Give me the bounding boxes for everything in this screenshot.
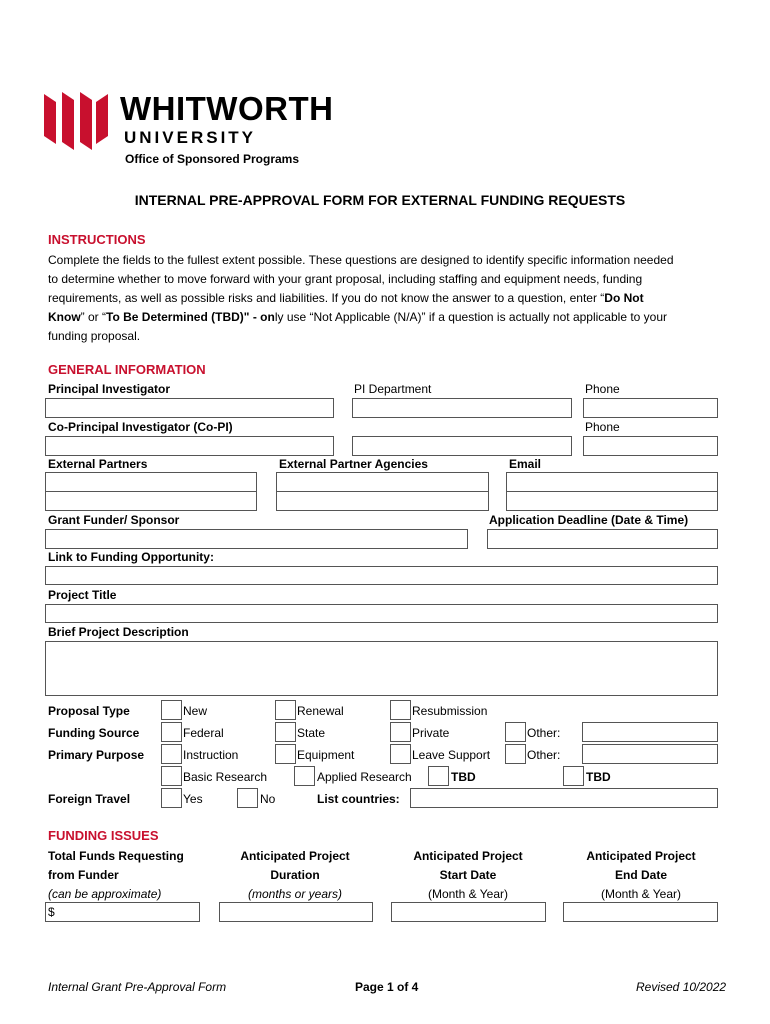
footer-form-name: Internal Grant Pre-Approval Form [48,980,227,994]
other-purpose-checkbox[interactable] [505,744,526,764]
ext-partner-field-1[interactable] [45,472,257,492]
private-label: Private [412,726,450,740]
copi-phone-label: Phone [585,420,620,434]
end-date-header [561,847,721,904]
other-source-checkbox[interactable] [505,722,526,742]
other-source-field[interactable] [582,722,718,742]
footer-page-number: Page 1 of 4 [355,980,419,994]
end-date-note: (Month & Year) [600,887,682,901]
end-date-line: Anticipated Project [586,849,696,863]
leave-support-label: Leave Support [412,748,491,762]
basic-research-checkbox[interactable] [161,766,182,786]
pi-phone-field[interactable] [583,398,718,418]
title-label: Project Title [48,588,117,602]
email-field-2[interactable] [506,491,718,511]
funder-field[interactable] [45,529,468,549]
ext-partner-field-2[interactable] [45,491,257,511]
brand-name: WHITWORTH [120,90,334,127]
foreign-travel-label: Foreign Travel [48,792,131,806]
duration-line: Duration [270,868,320,882]
ext-agencies-label: External Partner Agencies [279,457,428,471]
other-source-label: Other: [527,726,561,740]
federal-label: Federal [183,726,224,740]
description-label: Brief Project Description [48,625,189,639]
funder-label: Grant Funder/ Sponsor [48,513,180,527]
renewal-checkbox[interactable] [275,700,296,720]
whitworth-logo-mark-icon [44,92,110,152]
instruction-checkbox[interactable] [161,744,182,764]
equipment-label: Equipment [297,748,355,762]
instructions-text-part: requirements, as well as possible risks and liabilities. If you do not know the answer to a question, enter “ [48,291,605,305]
proposal-type-label: Proposal Type [48,704,130,718]
new-label: New [183,704,208,718]
instructions-text [48,251,738,346]
tbd-other-label: TBD [586,770,611,784]
start-date-line: Start Date [439,868,497,882]
state-label: State [297,726,326,740]
funding-source-label: Funding Source [48,726,140,740]
tbd-other-checkbox[interactable] [563,766,584,786]
private-checkbox[interactable] [390,722,411,742]
applied-research-checkbox[interactable] [294,766,315,786]
deadline-field[interactable] [487,529,718,549]
start-date-note: (Month & Year) [427,887,509,901]
total-funds-line: Total Funds Requesting [48,849,184,863]
office-name: Office of Sponsored Programs [125,152,300,166]
renewal-label: Renewal [297,704,344,718]
list-countries-label: List countries: [317,792,400,806]
footer-revised: Revised 10/2022 [636,980,727,994]
instructions-line [48,289,738,308]
description-field[interactable] [45,641,718,696]
duration-note: (months or years) [247,887,343,901]
ext-agency-field-2[interactable] [276,491,489,511]
title-field[interactable] [45,604,718,623]
phone-label: Phone [585,382,620,396]
applied-research-label: Applied Research [317,770,412,784]
instructions-line: funding proposal. [48,329,141,343]
tbd-research-label: TBD [451,770,476,784]
end-date-line: End Date [614,868,667,882]
leave-support-checkbox[interactable] [390,744,411,764]
general-heading: GENERAL INFORMATION [48,362,206,377]
other-purpose-label: Other: [527,748,561,762]
instructions-emphasis: Know [48,310,81,324]
pi-dept-label: PI Department [354,382,432,396]
travel-no-label: No [260,792,276,806]
email-field-1[interactable] [506,472,718,492]
total-funds-note: (can be approximate) [48,887,162,901]
other-purpose-field[interactable] [582,744,718,764]
duration-field[interactable] [219,902,373,922]
copi-field[interactable] [45,436,334,456]
dollar-sign: $ [48,905,55,919]
pi-field[interactable] [45,398,334,418]
duration-line: Anticipated Project [240,849,350,863]
copi-phone-field[interactable] [583,436,718,456]
instructions-text-part: ” or “ [80,310,107,324]
start-date-header [388,847,548,904]
primary-purpose-label: Primary Purpose [48,748,145,762]
instructions-line [48,308,738,327]
resubmission-checkbox[interactable] [390,700,411,720]
instructions-line: Complete the fields to the fullest extent possible. These questions are designed to identify specific information needed [48,253,674,267]
link-field[interactable] [45,566,718,585]
federal-checkbox[interactable] [161,722,182,742]
funding-heading: FUNDING ISSUES [48,828,159,843]
total-funds-field[interactable] [45,902,200,922]
instruction-label: Instruction [183,748,239,762]
pi-dept-field[interactable] [352,398,572,418]
countries-field[interactable] [410,788,718,808]
instructions-heading: INSTRUCTIONS [48,232,146,247]
travel-yes-checkbox[interactable] [161,788,182,808]
email-label: Email [509,457,542,471]
new-checkbox[interactable] [161,700,182,720]
pi-label: Principal Investigator [48,382,171,396]
copi-label: Co-Principal Investigator (Co-PI) [48,420,233,434]
end-date-field[interactable] [563,902,718,922]
duration-header [215,847,375,904]
basic-research-label: Basic Research [183,770,268,784]
start-date-field[interactable] [391,902,546,922]
instructions-text-part: ly use “Not Applicable (N/A)” if a question is actually not applicable to your [274,310,668,324]
instructions-emphasis: Do Not [604,291,644,305]
copi-dept-field[interactable] [352,436,572,456]
ext-agency-field-1[interactable] [276,472,489,492]
travel-no-checkbox[interactable] [237,788,258,808]
state-checkbox[interactable] [275,722,296,742]
brand-sub: UNIVERSITY [124,128,257,147]
resubmission-label: Resubmission [412,704,488,718]
whitworth-logo [44,92,334,152]
total-funds-line: from Funder [48,868,119,882]
tbd-research-checkbox[interactable] [428,766,449,786]
ext-partners-label: External Partners [48,457,148,471]
total-funds-header [48,847,218,904]
equipment-checkbox[interactable] [275,744,296,764]
start-date-line: Anticipated Project [413,849,523,863]
link-label: Link to Funding Opportunity: [48,550,214,564]
form-title: INTERNAL PRE-APPROVAL FORM FOR EXTERNAL FUNDING REQUESTS [134,192,626,208]
deadline-label: Application Deadline (Date & Time) [489,513,689,527]
instructions-emphasis: To Be Determined (TBD)" - on [106,310,275,324]
instructions-line: to determine whether to move forward with your grant proposal, including staffing and equipment needs, funding [48,272,643,286]
travel-yes-label: Yes [183,792,203,806]
